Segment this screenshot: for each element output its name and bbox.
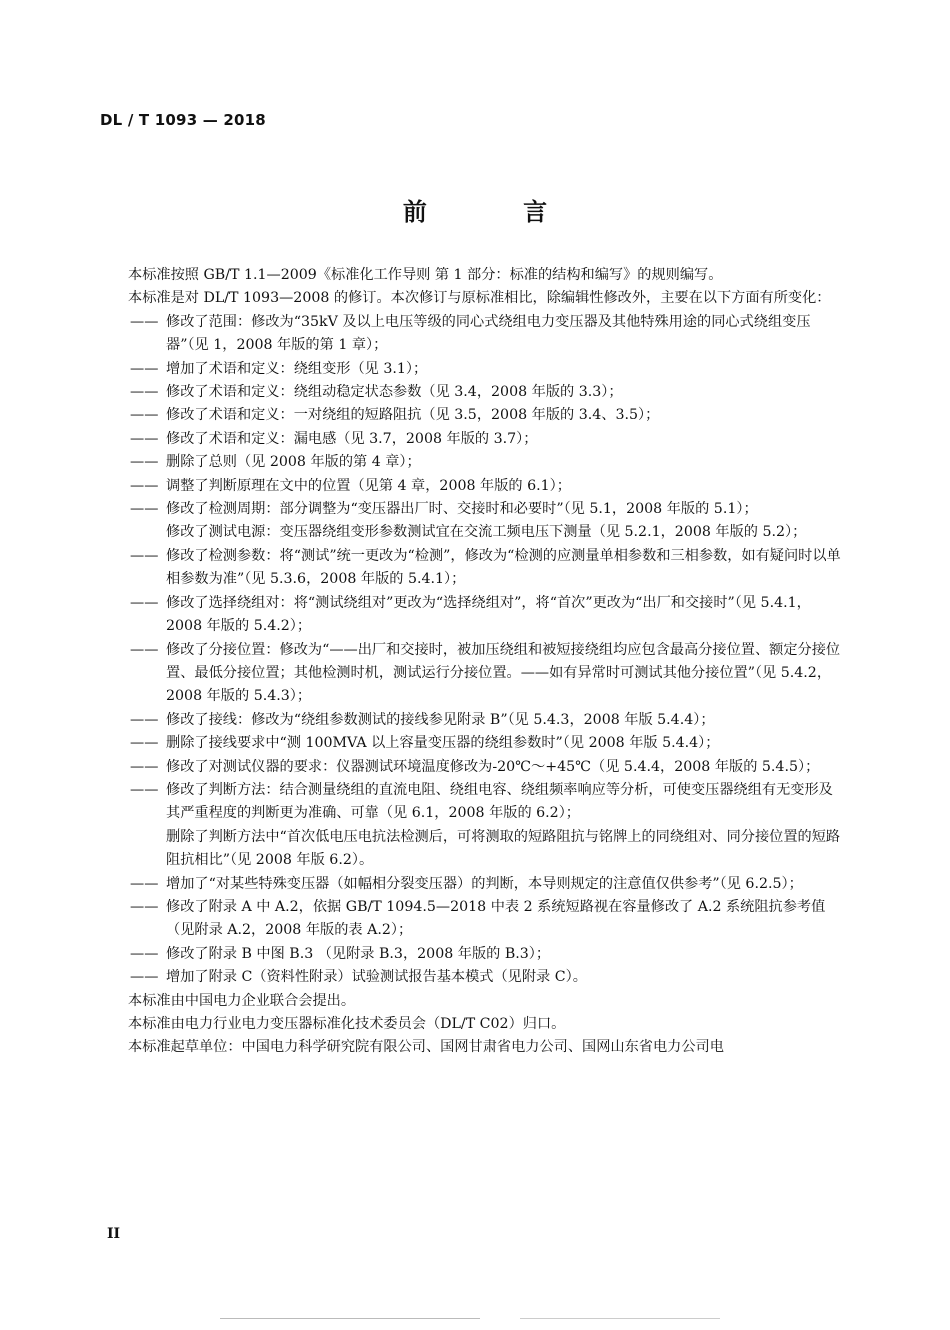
change-text: 删除了总则（见 2008 年版的第 4 章）； [166, 454, 421, 471]
change-item [100, 428, 842, 451]
dash-mark: —— [130, 594, 159, 611]
dash-mark: —— [130, 945, 159, 962]
change-text: 调整了判断原理在文中的位置（见第 4 章，2008 年版的 6.1）； [166, 477, 571, 494]
dash-mark: —— [130, 735, 159, 752]
dash-mark: —— [130, 547, 159, 564]
change-text: 增加了“对某些特殊变压器（如幅相分裂变压器）的判断，本导则规定的注意值仅供参考”（见 6.2.5）； [166, 875, 803, 892]
dash-mark: —— [130, 407, 159, 424]
change-item [100, 639, 842, 709]
intro-paragraph: 本标准按照 GB/T 1.1—2009《标准化工作导则 第 1 部分：标准的结构和编写》的规则编写。 [128, 267, 723, 283]
change-text: 修改了检测周期：部分调整为“变压器出厂时、交接时和必要时”（见 5.1，2008 年版的 5.1）； [166, 501, 758, 518]
scan-edge-line [520, 1318, 720, 1319]
change-text: 修改了术语和定义：一对绕组的短路阻抗（见 3.5，2008 年版的 3.4、3.5）； [166, 407, 660, 424]
change-item [100, 475, 842, 498]
change-text: 修改了附录 B 中图 B.3 （见附录 B.3，2008 年版的 B.3）； [166, 945, 551, 962]
change-item [100, 311, 842, 358]
closing-paragraph: 本标准起草单位：中国电力科学研究院有限公司、国网甘肃省电力公司、国网山东省电力公司电 [128, 1039, 724, 1056]
change-item [100, 943, 842, 966]
dash-mark: —— [130, 641, 159, 658]
dash-mark: —— [130, 898, 159, 915]
closing-paragraph: 本标准由中国电力企业联合会提出。 [128, 992, 356, 1009]
change-text: 增加了附录 C（资料性附录）试验测试报告基本模式（见附录 C）。 [166, 969, 587, 986]
page-title: 前 言 [402, 197, 592, 226]
change-text: 修改了选择绕组对：将“测试绕组对”更改为“选择绕组对”，将“首次”更改为“出厂和交接时”（见 5.4.1，2008 年版的 5.4.2）； [166, 594, 811, 635]
change-subitem: 删除了判断方法中“首次低电压电抗法检测后，可将测取的短路阻抗与铭牌上的同绕组对、同分接位置的短路阻抗相比”（见 2008 年版 6.2）。 [166, 828, 841, 869]
change-text: 修改了分接位置：修改为“——出厂和交接时，被加压绕组和被短接绕组均应包含最高分接位置、额定分接位置、最低分接位置；其他检测时机，测试运行分接位置。——如有异常时可测试其他分接位置”（见 5.4.2，2008 年版的 5.4.3）； [166, 641, 841, 705]
change-text: 修改了范围：修改为“35kV 及以上电压等级的同心式绕组电力变压器及其他特殊用途的同心式绕组变压器”（见 1，2008 年版的第 1 章）； [166, 313, 811, 354]
document-code: DL / T 1093 — 2018 [100, 111, 266, 129]
dash-mark: —— [130, 969, 159, 986]
page-number: II [107, 1226, 121, 1242]
change-text: 修改了术语和定义：漏电感（见 3.7，2008 年版的 3.7）； [166, 430, 538, 447]
change-item [100, 545, 842, 592]
dash-mark: —— [130, 758, 159, 775]
change-item [100, 779, 842, 826]
change-item [100, 404, 842, 427]
change-item [100, 592, 842, 639]
change-text: 修改了判断方法：结合测量绕组的直流电阻、绕组电容、绕组频率响应等分析，可使变压器绕组有无变形及其严重程度的判断更为准确、可靠（见 6.1，2008 年版的 6.2）； [166, 781, 833, 822]
change-item [100, 381, 842, 404]
dash-mark: —— [130, 501, 159, 518]
dash-mark: —— [130, 781, 159, 798]
change-text: 修改了术语和定义：绕组动稳定状态参数（见 3.4，2008 年版的 3.3）； [166, 384, 623, 401]
change-item [100, 896, 842, 943]
dash-mark: —— [130, 711, 159, 728]
document-body [100, 264, 842, 1060]
change-item [100, 498, 842, 521]
dash-mark: —— [130, 313, 159, 330]
closing-paragraph: 本标准由电力行业电力变压器标准化技术委员会（DL/T C02）归口。 [128, 1016, 566, 1032]
dash-mark: —— [130, 477, 159, 494]
change-item [100, 732, 842, 755]
change-text: 增加了术语和定义：绕组变形（见 3.1）； [166, 360, 428, 377]
change-item [100, 709, 842, 732]
change-item [100, 756, 842, 779]
dash-mark: —— [130, 360, 159, 377]
change-item [100, 358, 842, 381]
dash-mark: —— [130, 454, 159, 471]
change-text: 修改了检测参数：将“测试”统一更改为“检测”，修改为“检测的应测量单相参数和三相参数，如有疑问时以单相参数为准”（见 5.3.6，2008 年版的 5.4.1）； [166, 547, 841, 588]
change-item [100, 873, 842, 896]
scan-edge-line [220, 1318, 480, 1319]
dash-mark: —— [130, 875, 159, 892]
change-text: 修改了接线：修改为“绕组参数测试的接线参见附录 B”（见 5.4.3，2008 年版 5.4.4）； [166, 711, 715, 728]
change-text: 修改了附录 A 中 A.2，依据 GB/T 1094.5—2018 中表 2 系统短路视在容量修改了 A.2 系统阻抗参考值（见附录 A.2，2008 年版的表 A.2）； [166, 898, 826, 939]
dash-mark: —— [130, 384, 159, 401]
change-text: 修改了对测试仪器的要求：仪器测试环境温度修改为-20℃～+45℃（见 5.4.4，2008 年版的 5.4.5）； [166, 758, 820, 775]
intro-paragraph: 本标准是对 DL/T 1093—2008 的修订。本次修订与原标准相比，除编辑性修改外，主要在以下方面有所变化： [128, 290, 831, 307]
change-text: 删除了接线要求中“测 100MVA 以上容量变压器的绕组参数时”（见 2008 年版 5.4.4）； [166, 735, 720, 752]
change-subitem: 修改了测试电源：变压器绕组变形参数测试宜在交流工频电压下测量（见 5.2.1，2008 年版的 5.2）； [166, 524, 807, 541]
change-item [100, 451, 842, 474]
dash-mark: —— [130, 430, 159, 447]
change-item [100, 966, 842, 989]
